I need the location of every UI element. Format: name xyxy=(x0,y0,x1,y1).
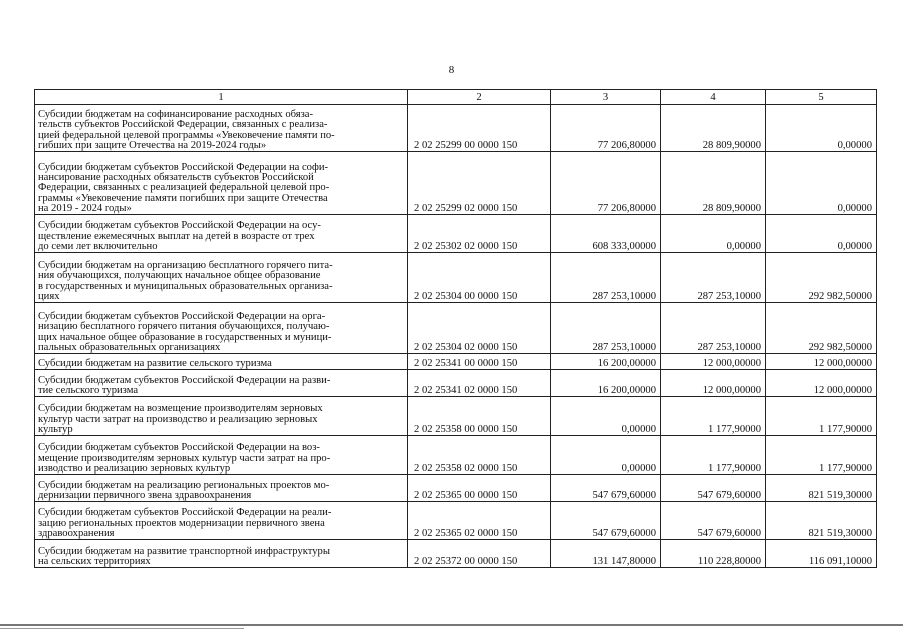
column-header-5: 5 xyxy=(766,90,877,105)
row-value-5: 0,00000 xyxy=(766,152,877,215)
row-value-5: 12 000,00000 xyxy=(766,370,877,397)
row-value-4: 28 809,90000 xyxy=(661,152,766,215)
row-description: Субсидии бюджетам субъектов Российской Федерации на осу- ществление ежемесячных выплат на детей в возрасте от трех до семи лет включительно xyxy=(35,215,408,253)
column-header-4: 4 xyxy=(661,90,766,105)
row-description: Субсидии бюджетам субъектов Российской Федерации на воз- мещение производителям зерновых культур части затрат на про- изводство и реализацию зерновых культур xyxy=(35,436,408,475)
row-value-5: 1 177,90000 xyxy=(766,436,877,475)
row-code: 2 02 25358 02 0000 150 xyxy=(408,436,551,475)
column-header-3: 3 xyxy=(551,90,661,105)
row-code: 2 02 25304 02 0000 150 xyxy=(408,303,551,354)
row-code: 2 02 25299 00 0000 150 xyxy=(408,105,551,152)
row-description: Субсидии бюджетам субъектов Российской Федерации на орга- низацию бесплатного горячего питания обучающихся, получаю- щих начальное общее образование в государственных и муници- пальных образовательных организациях xyxy=(35,303,408,354)
table-body xyxy=(35,105,877,568)
row-value-4: 28 809,90000 xyxy=(661,105,766,152)
row-code: 2 02 25365 00 0000 150 xyxy=(408,475,551,502)
row-value-5: 1 177,90000 xyxy=(766,397,877,436)
table-row xyxy=(35,502,877,540)
row-description: Субсидии бюджетам субъектов Российской Федерации на софи- нансирование расходных обязательств субъектов Российской Федерации, связанных с реализацией федеральной целевой про- граммы «Увековечение памяти погибших при защите Отечества на 2019 - 2024 годы» xyxy=(35,152,408,215)
table-row xyxy=(35,105,877,152)
page-number: 8 xyxy=(448,64,455,76)
row-value-5: 116 091,10000 xyxy=(766,540,877,568)
row-value-4: 547 679,60000 xyxy=(661,475,766,502)
row-value-5: 0,00000 xyxy=(766,215,877,253)
row-code: 2 02 25341 00 0000 150 xyxy=(408,354,551,370)
row-description: Субсидии бюджетам на возмещение производителям зерновых культур части затрат на производство и реализацию зерновых культур xyxy=(35,397,408,436)
row-code: 2 02 25302 02 0000 150 xyxy=(408,215,551,253)
row-description: Субсидии бюджетам на организацию бесплатного горячего пита- ния обучающихся, получающих начальное общее образование в государственных и муниципальных образовательных организа- циях xyxy=(35,253,408,303)
row-code: 2 02 25372 00 0000 150 xyxy=(408,540,551,568)
row-value-5: 0,00000 xyxy=(766,105,877,152)
row-value-3: 77 206,80000 xyxy=(551,152,661,215)
table-row xyxy=(35,370,877,397)
row-value-3: 547 679,60000 xyxy=(551,475,661,502)
footer-divider-short xyxy=(0,628,244,629)
row-code: 2 02 25365 02 0000 150 xyxy=(408,502,551,540)
row-value-5: 292 982,50000 xyxy=(766,253,877,303)
row-value-4: 1 177,90000 xyxy=(661,436,766,475)
row-code: 2 02 25304 00 0000 150 xyxy=(408,253,551,303)
column-header-2: 2 xyxy=(408,90,551,105)
row-value-3: 131 147,80000 xyxy=(551,540,661,568)
row-value-3: 287 253,10000 xyxy=(551,303,661,354)
row-value-5: 292 982,50000 xyxy=(766,303,877,354)
budget-table xyxy=(34,89,877,568)
table-row xyxy=(35,215,877,253)
row-description: Субсидии бюджетам на развитие транспортной инфраструктуры на сельских территориях xyxy=(35,540,408,568)
row-value-5: 821 519,30000 xyxy=(766,475,877,502)
row-value-4: 110 228,80000 xyxy=(661,540,766,568)
row-description: Субсидии бюджетам на реализацию региональных проектов мо- дернизации первичного звена здравоохранения xyxy=(35,475,408,502)
row-value-3: 0,00000 xyxy=(551,397,661,436)
row-value-5: 12 000,00000 xyxy=(766,354,877,370)
row-description: Субсидии бюджетам субъектов Российской Федерации на разви- тие сельского туризма xyxy=(35,370,408,397)
row-description: Субсидии бюджетам на софинансирование расходных обяза- тельств субъектов Российской Федерации, связанных с реализа- цией федеральной целевой программы «Увековечение памяти по- гибших при защите Отечества на 2019-2024 годы» xyxy=(35,105,408,152)
table-header-row xyxy=(35,90,877,105)
row-value-3: 77 206,80000 xyxy=(551,105,661,152)
row-value-3: 0,00000 xyxy=(551,436,661,475)
table-row xyxy=(35,475,877,502)
row-value-4: 547 679,60000 xyxy=(661,502,766,540)
row-value-4: 287 253,10000 xyxy=(661,253,766,303)
row-value-4: 12 000,00000 xyxy=(661,354,766,370)
row-description: Субсидии бюджетам на развитие сельского туризма xyxy=(35,354,408,370)
row-value-3: 608 333,00000 xyxy=(551,215,661,253)
table-row xyxy=(35,540,877,568)
table-row xyxy=(35,152,877,215)
table-row xyxy=(35,354,877,370)
row-description: Субсидии бюджетам субъектов Российской Федерации на реали- зацию региональных проектов модернизации первичного звена здравоохранения xyxy=(35,502,408,540)
row-value-3: 16 200,00000 xyxy=(551,354,661,370)
row-code: 2 02 25299 02 0000 150 xyxy=(408,152,551,215)
footer-divider xyxy=(0,624,903,626)
row-value-3: 287 253,10000 xyxy=(551,253,661,303)
row-value-4: 0,00000 xyxy=(661,215,766,253)
table-row xyxy=(35,303,877,354)
table-row xyxy=(35,397,877,436)
table-row xyxy=(35,253,877,303)
row-value-5: 821 519,30000 xyxy=(766,502,877,540)
row-code: 2 02 25341 02 0000 150 xyxy=(408,370,551,397)
column-header-1: 1 xyxy=(35,90,408,105)
row-value-4: 12 000,00000 xyxy=(661,370,766,397)
row-value-4: 287 253,10000 xyxy=(661,303,766,354)
row-value-4: 1 177,90000 xyxy=(661,397,766,436)
row-value-3: 547 679,60000 xyxy=(551,502,661,540)
row-code: 2 02 25358 00 0000 150 xyxy=(408,397,551,436)
table-row xyxy=(35,436,877,475)
row-value-3: 16 200,00000 xyxy=(551,370,661,397)
